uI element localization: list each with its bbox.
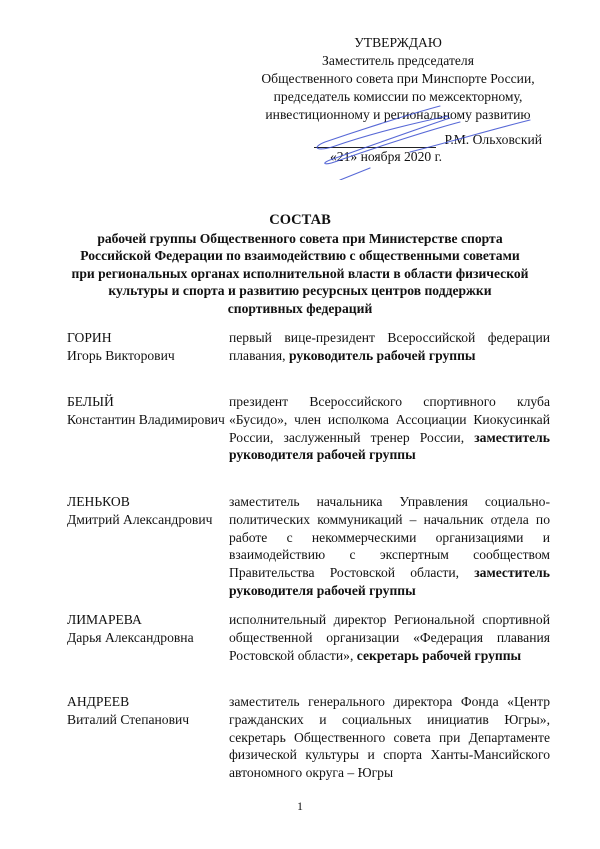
member-role <box>229 611 550 664</box>
role-title: руководитель рабочей группы <box>288 347 476 363</box>
title-line: при региональных органах исполнительной власти в области физической <box>71 265 529 281</box>
role-text: первый вице-президент Всероссийской федерации плавания, <box>229 330 550 363</box>
title-heading: СОСТАВ <box>269 212 331 228</box>
member-given-names: Игорь Викторович <box>67 347 175 363</box>
role-text: исполнительный директор Региональной спортивной общественной организации «Федерация плавания Ростовской области», <box>229 612 550 663</box>
role-text: президент Всероссийского спортивного клуба «Бусидо», член исполкома Ассоциации Киокусинкай России, заслуженный тренер России, <box>229 394 550 445</box>
role-title: заместитель руководителя рабочей группы <box>229 565 550 598</box>
title-line: рабочей группы Общественного совета при Министерстве спорта <box>97 230 503 246</box>
member-surname: ГОРИН <box>67 330 112 345</box>
member-role <box>229 329 550 365</box>
member-given-names: Дарья Александровна <box>67 629 194 645</box>
member-surname: ЛИМАРЕВА <box>67 612 142 627</box>
signatory-name: Р.М. Ольховский <box>444 132 542 147</box>
role-text: заместитель начальника Управления социально-политических коммуникаций – начальник отдела по работе с некоммерческими организациями и взаимодействию с экспертным сообществом Правительства Ростовской области, <box>229 494 550 581</box>
approval-block <box>250 34 546 124</box>
approval-line: Заместитель председателя <box>322 53 474 68</box>
member-name <box>67 611 227 647</box>
member-given-names: Дмитрий Александрович <box>67 511 213 527</box>
page-number: 1 <box>297 799 303 813</box>
approval-heading: УТВЕРЖДАЮ <box>354 35 442 50</box>
title-line: спортивных федераций <box>227 300 373 316</box>
title-line: Российской Федерации по взаимодействию с общественными советами <box>80 248 520 264</box>
member-surname: БЕЛЫЙ <box>67 394 114 409</box>
member-surname: АНДРЕЕВ <box>67 694 130 709</box>
member-name <box>67 493 227 529</box>
approval-line: председатель комиссии по межсекторному, <box>273 89 523 104</box>
role-title: секретарь рабочей группы <box>356 647 522 663</box>
title-line: культуры и спорта и развитию ресурсных центров поддержки <box>108 283 492 299</box>
role-text: заместитель генерального директора Фонда «Центр гражданских и социальных инициатив Югры», секретарь Общественного совета при Департаменте физической культуры и спорта Ханты-Мансийского автономного округа – Югры <box>229 694 550 781</box>
member-name <box>67 393 227 429</box>
approval-line: инвестиционному и региональному развитию <box>265 107 531 122</box>
member-name <box>67 693 227 729</box>
member-given-names: Константин Владимирович <box>67 411 225 427</box>
role-title: заместитель руководителя рабочей группы <box>229 429 550 463</box>
member-role <box>229 393 550 464</box>
member-role <box>229 693 550 782</box>
approval-line: Общественного совета при Минспорте России, <box>261 71 535 86</box>
member-surname: ЛЕНЬКОВ <box>67 494 130 509</box>
approval-date: «21» ноября 2020 г. <box>330 149 443 164</box>
member-name <box>67 329 227 365</box>
member-given-names: Виталий Степанович <box>67 711 190 727</box>
document-title <box>40 212 560 318</box>
member-role <box>229 493 550 600</box>
